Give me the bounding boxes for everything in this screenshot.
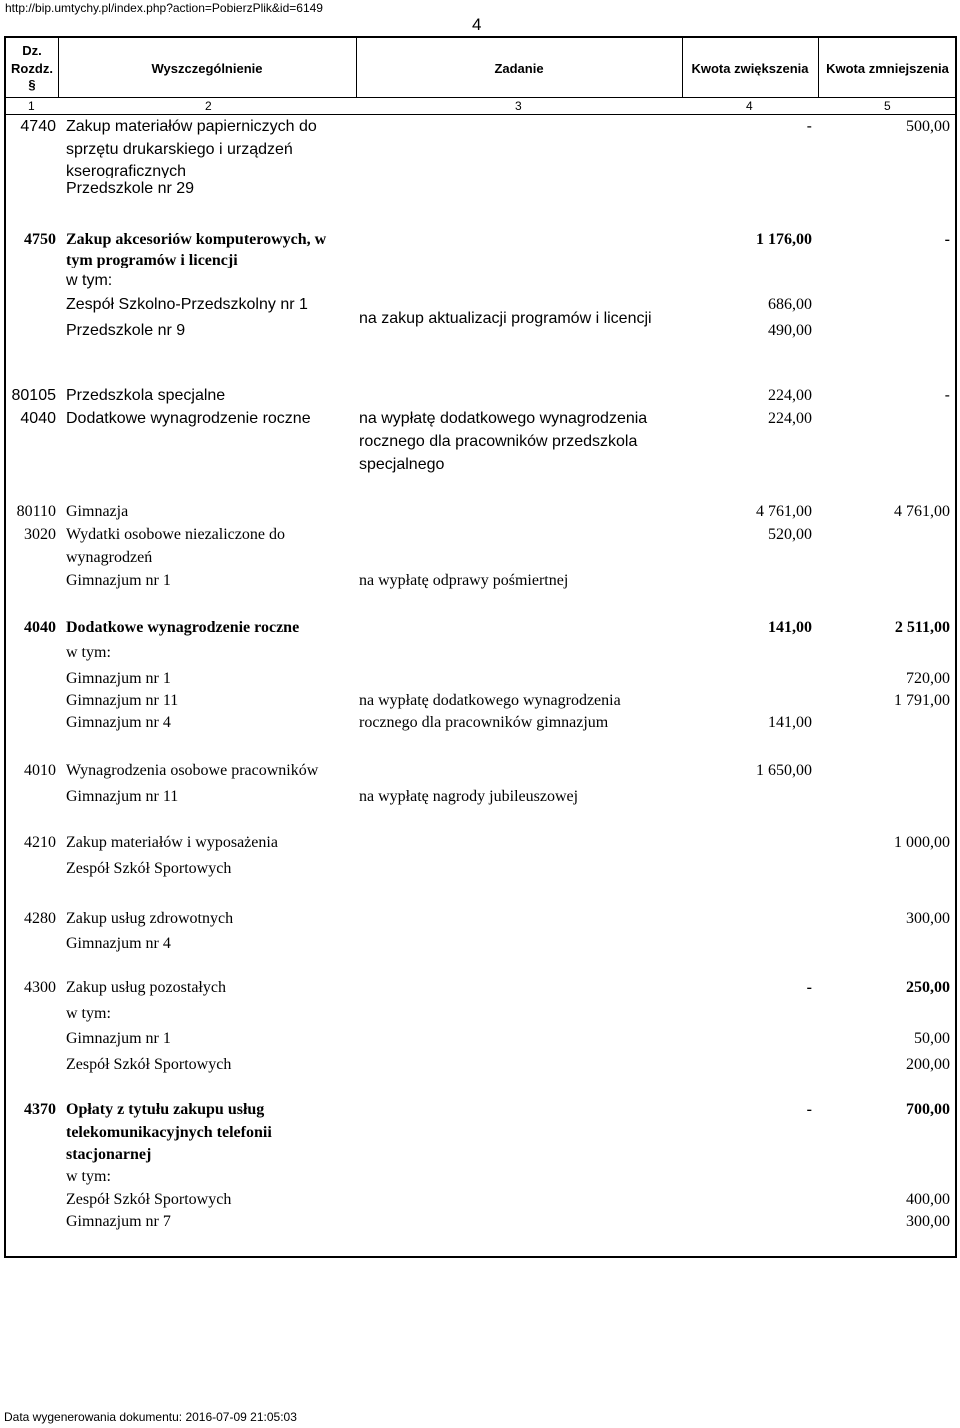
row-code: 4300 bbox=[24, 979, 56, 996]
header-rozdz: Rozdz. bbox=[11, 61, 53, 76]
row-description: Wynagrodzenia osobowe pracowników bbox=[66, 762, 319, 779]
row-decrease: 4 761,00 bbox=[894, 503, 950, 520]
row-task: na wypłatę odprawy pośmiertnej bbox=[359, 572, 569, 589]
row-decrease: - bbox=[944, 231, 950, 248]
header-increase: Kwota zwiększenia bbox=[691, 61, 809, 76]
row-wtym: w tym: bbox=[66, 1005, 111, 1022]
row-description: Zakup usług zdrowotnych bbox=[66, 910, 234, 927]
row-increase: 490,00 bbox=[768, 322, 812, 339]
row-description: Zakup akcesoriów komputerowych, w bbox=[66, 231, 327, 248]
row-increase: 686,00 bbox=[768, 296, 812, 313]
row-decrease: 2 511,00 bbox=[894, 619, 950, 636]
row-description: wynagrodzeń bbox=[66, 549, 153, 566]
row-code: 4280 bbox=[24, 910, 56, 927]
generation-date-footer: Data wygenerowania dokumentu: 2016-07-09 21:05:03 bbox=[4, 1410, 297, 1424]
row-unit: Zespół Szkół Sportowych bbox=[66, 860, 232, 877]
row-description: Zakup usług pozostałych bbox=[66, 979, 226, 996]
row-code: 4010 bbox=[24, 762, 56, 779]
row-increase: - bbox=[806, 979, 812, 996]
colnum-5: 5 bbox=[884, 99, 891, 113]
row-decrease: 400,00 bbox=[906, 1191, 950, 1208]
row-increase: 224,00 bbox=[768, 387, 812, 404]
row-decrease: - bbox=[944, 387, 950, 404]
row-unit: Gimnazjum nr 1 bbox=[66, 670, 171, 687]
row-code: 4370 bbox=[24, 1101, 56, 1118]
row-task: na zakup aktualizacji programów i licencji bbox=[359, 310, 652, 327]
header-decrease: Kwota zmniejszenia bbox=[826, 61, 949, 76]
row-increase: 141,00 bbox=[768, 619, 812, 636]
row-code: 4040 bbox=[24, 619, 56, 636]
colnum-3: 3 bbox=[515, 99, 522, 113]
row-decrease: 250,00 bbox=[906, 979, 950, 996]
row-code: 3020 bbox=[24, 526, 56, 543]
row-unit: Zespół Szkół Sportowych bbox=[66, 1191, 232, 1208]
row-code: 4750 bbox=[24, 231, 56, 248]
row-increase: 224,00 bbox=[768, 410, 812, 427]
row-code: 4210 bbox=[24, 834, 56, 851]
colnum-rule bbox=[4, 114, 957, 115]
row-unit: Gimnazjum nr 4 bbox=[66, 935, 171, 952]
row-decrease: 720,00 bbox=[906, 670, 950, 687]
row-description: Wydatki osobowe niezaliczone do bbox=[66, 526, 285, 543]
row-decrease: 1 791,00 bbox=[894, 692, 950, 709]
row-description: Zakup materiałów papierniczych do bbox=[66, 118, 317, 135]
row-increase: 1 650,00 bbox=[756, 762, 812, 779]
colnum-2: 2 bbox=[205, 99, 212, 113]
row-unit: Gimnazjum nr 1 bbox=[66, 572, 171, 589]
source-url: http://bip.umtychy.pl/index.php?action=PobierzPlik&id=6149 bbox=[5, 1, 323, 15]
row-task: rocznego dla pracowników gimnazjum bbox=[359, 714, 609, 731]
row-description: telekomunikacyjnych telefonii bbox=[66, 1124, 272, 1141]
row-code: 4040 bbox=[20, 410, 56, 427]
row-unit: Gimnazjum nr 11 bbox=[66, 788, 179, 805]
row-increase: - bbox=[806, 118, 812, 135]
header-paragraph: § bbox=[28, 77, 36, 92]
row-increase: - bbox=[806, 1101, 812, 1118]
header-task: Zadanie bbox=[494, 61, 544, 76]
row-unit: Gimnazjum nr 7 bbox=[66, 1213, 171, 1230]
row-task: rocznego dla pracowników przedszkola bbox=[359, 433, 638, 450]
row-decrease: 1 000,00 bbox=[894, 834, 950, 851]
row-unit: Przedszkole nr 29 bbox=[66, 180, 195, 197]
row-task: na wypłatę dodatkowego wynagrodzenia bbox=[359, 692, 621, 709]
row-decrease: 500,00 bbox=[906, 118, 950, 135]
row-decrease: 50,00 bbox=[914, 1030, 950, 1047]
row-increase: 4 761,00 bbox=[756, 503, 812, 520]
row-increase: 520,00 bbox=[768, 526, 812, 543]
row-description: tym programów i licencji bbox=[66, 252, 238, 268]
row-unit: Gimnazjum nr 11 bbox=[66, 692, 179, 709]
row-increase: 1 176,00 bbox=[756, 231, 812, 248]
row-wtym: w tym: bbox=[66, 1168, 111, 1185]
header-rule bbox=[4, 97, 957, 98]
row-description: kserograficznych bbox=[66, 163, 187, 178]
row-description: stacjonarnej bbox=[66, 1146, 152, 1163]
row-code: 80105 bbox=[11, 387, 56, 404]
row-description: Gimnazja bbox=[66, 503, 129, 520]
row-wtym: w tym: bbox=[66, 272, 113, 289]
row-description: Dodatkowe wynagrodzenie roczne bbox=[66, 619, 300, 636]
row-increase: 141,00 bbox=[768, 714, 812, 731]
row-description: Dodatkowe wynagrodzenie roczne bbox=[66, 410, 311, 427]
row-decrease: 300,00 bbox=[906, 1213, 950, 1230]
row-decrease: 700,00 bbox=[906, 1101, 950, 1118]
colnum-4: 4 bbox=[746, 99, 753, 113]
page-number: 4 bbox=[472, 15, 482, 34]
row-code: 4740 bbox=[20, 118, 56, 135]
row-decrease: 200,00 bbox=[906, 1056, 950, 1073]
row-unit: Zespół Szkolno-Przedszkolny nr 1 bbox=[66, 296, 308, 313]
row-task: specjalnego bbox=[359, 456, 445, 473]
row-unit: Zespół Szkół Sportowych bbox=[66, 1056, 232, 1073]
colnum-1: 1 bbox=[28, 99, 35, 113]
row-description: Zakup materiałów i wyposażenia bbox=[66, 834, 278, 851]
row-unit: Przedszkole nr 9 bbox=[66, 322, 186, 339]
header-description: Wyszczególnienie bbox=[151, 61, 263, 76]
row-wtym: w tym: bbox=[66, 644, 111, 661]
row-task: na wypłatę nagrody jubileuszowej bbox=[359, 788, 579, 805]
row-task: na wypłatę dodatkowego wynagrodzenia bbox=[359, 410, 648, 427]
row-description: sprzętu drukarskiego i urządzeń bbox=[66, 141, 293, 158]
row-decrease: 300,00 bbox=[906, 910, 950, 927]
row-code: 80110 bbox=[16, 503, 56, 520]
row-description: Przedszkola specjalne bbox=[66, 387, 226, 404]
row-unit: Gimnazjum nr 1 bbox=[66, 1030, 171, 1047]
header-dz: Dz. bbox=[22, 43, 42, 58]
row-description: Opłaty z tytułu zakupu usług bbox=[66, 1101, 265, 1118]
row-unit: Gimnazjum nr 4 bbox=[66, 714, 171, 731]
